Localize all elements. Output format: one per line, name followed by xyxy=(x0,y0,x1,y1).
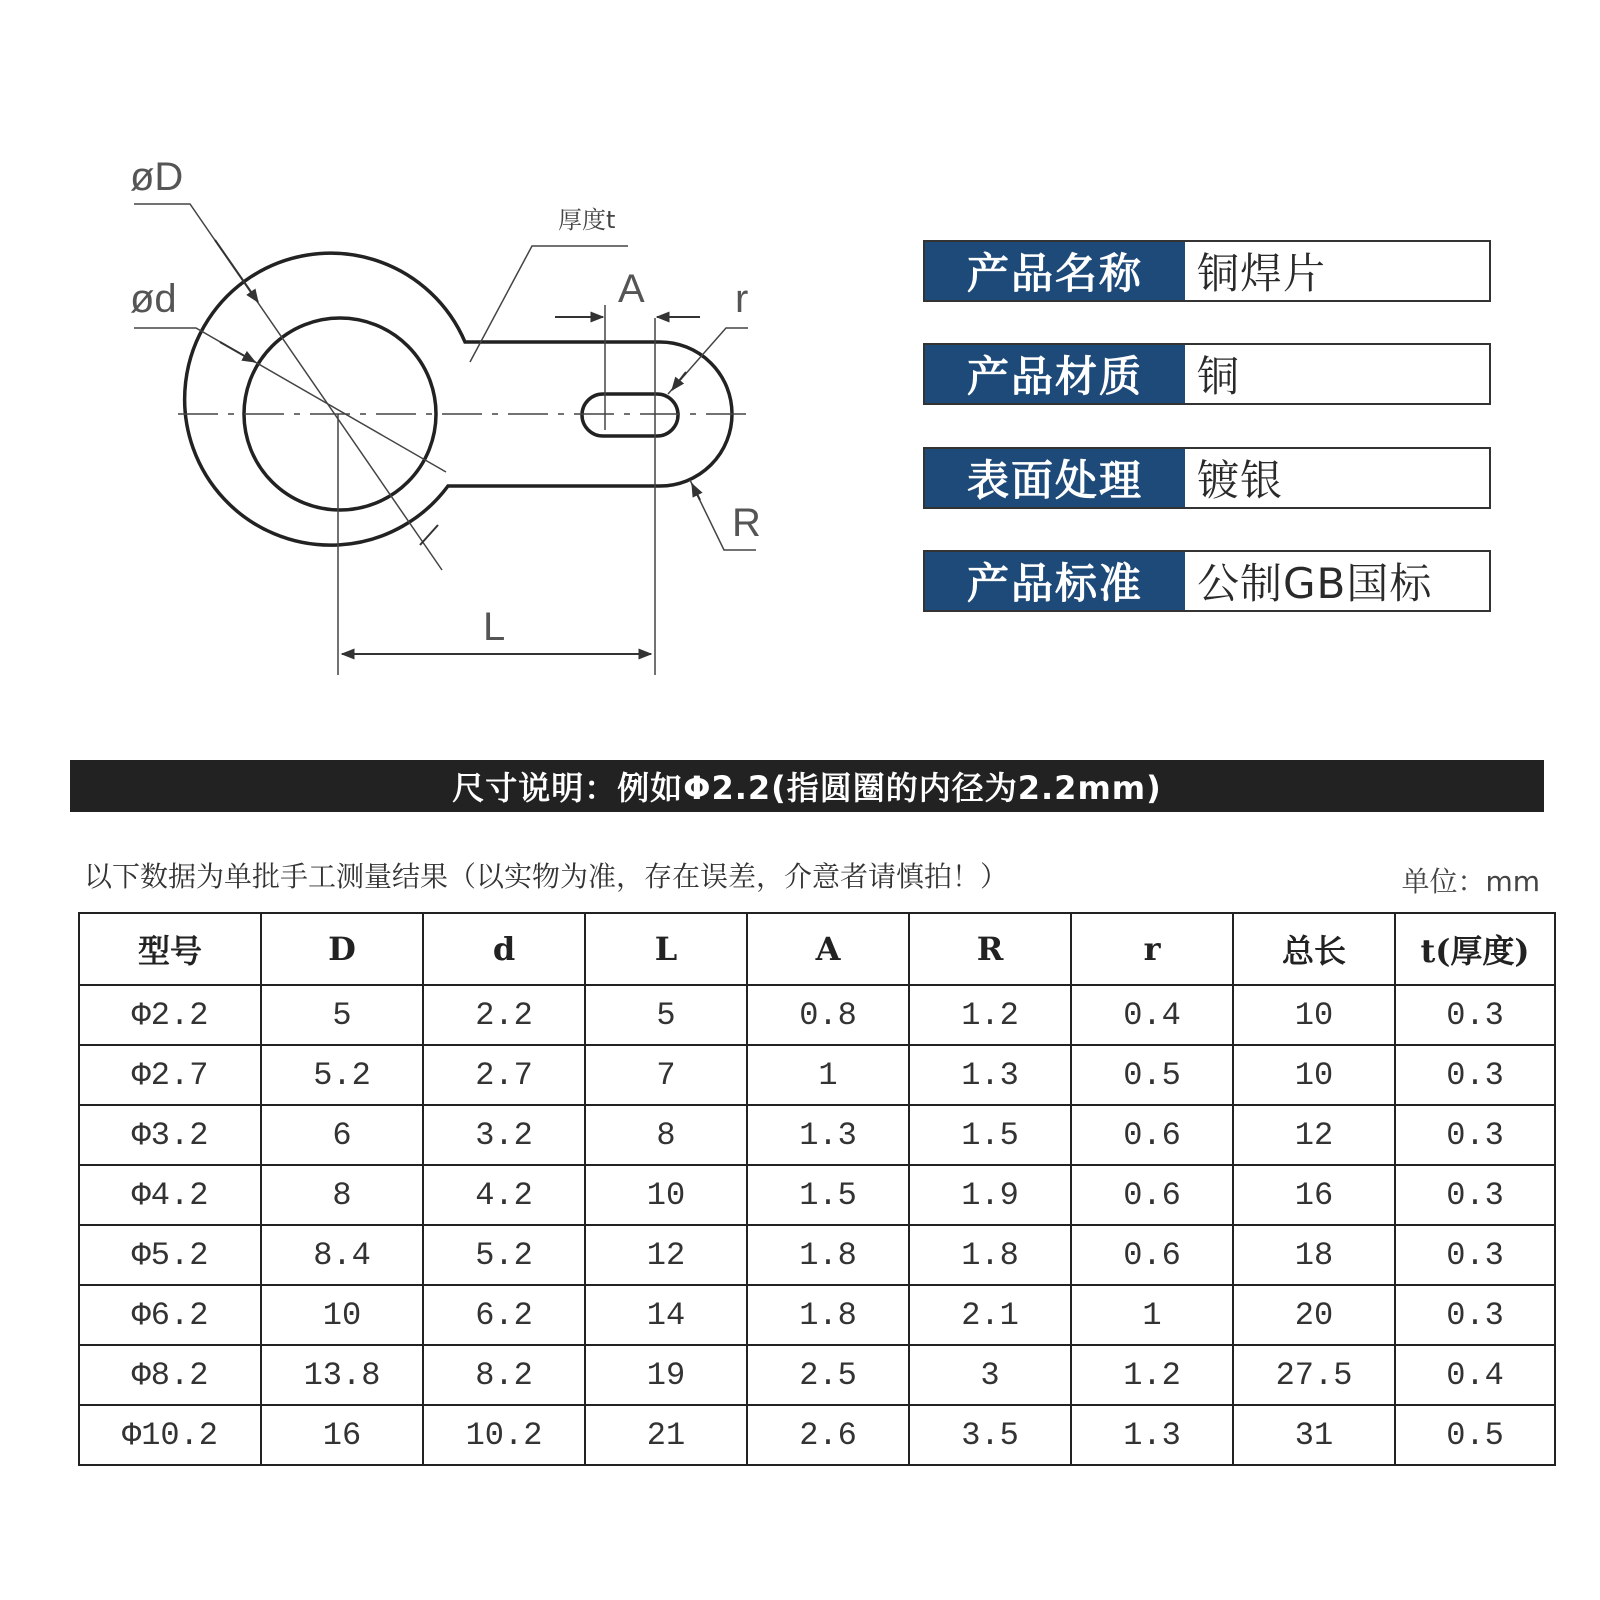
header-l: L xyxy=(585,913,747,985)
spec-label: 表面处理 xyxy=(925,449,1185,507)
cell: 2.5 xyxy=(747,1345,909,1405)
cell: 2.2 xyxy=(423,985,585,1045)
spec-surface xyxy=(923,447,1491,509)
table-row xyxy=(79,1165,1555,1225)
cell: 0.3 xyxy=(1395,1105,1555,1165)
cell: 5.2 xyxy=(261,1045,423,1105)
cell: 1.5 xyxy=(747,1165,909,1225)
cell: 0.4 xyxy=(1071,985,1233,1045)
cell: Φ4.2 xyxy=(79,1165,261,1225)
cell: 10 xyxy=(1233,985,1395,1045)
cell: 6.2 xyxy=(423,1285,585,1345)
cell: 0.3 xyxy=(1395,1285,1555,1345)
label-length: L xyxy=(483,605,506,649)
cell: Φ10.2 xyxy=(79,1405,261,1465)
cell: 1.3 xyxy=(1071,1405,1233,1465)
spec-value: 镀银 xyxy=(1197,456,1284,505)
spec-label: 产品材质 xyxy=(925,345,1185,403)
cell: 16 xyxy=(1233,1165,1395,1225)
cell: 0.6 xyxy=(1071,1225,1233,1285)
cell: 1.5 xyxy=(909,1105,1071,1165)
cell: 1.8 xyxy=(909,1225,1071,1285)
cell: 12 xyxy=(585,1225,747,1285)
cell: 8 xyxy=(585,1105,747,1165)
spec-material xyxy=(923,343,1491,405)
dimension-table xyxy=(78,912,1556,1466)
slot xyxy=(582,394,678,436)
label-inner-diameter: ød xyxy=(130,277,177,321)
table-header-row xyxy=(79,913,1555,985)
table-row xyxy=(79,1285,1555,1345)
cell: 0.4 xyxy=(1395,1345,1555,1405)
cell: 1.2 xyxy=(909,985,1071,1045)
cell: 5.2 xyxy=(423,1225,585,1285)
cell: 2.6 xyxy=(747,1405,909,1465)
cell: Φ6.2 xyxy=(79,1285,261,1345)
cell: 0.3 xyxy=(1395,1225,1555,1285)
header-thickness: t(厚度) xyxy=(1395,913,1555,985)
cell: 8.4 xyxy=(261,1225,423,1285)
cell: 13.8 xyxy=(261,1345,423,1405)
cell: Φ3.2 xyxy=(79,1105,261,1165)
cell: 1.9 xyxy=(909,1165,1071,1225)
header-r-big: R xyxy=(909,913,1071,985)
cell: 10.2 xyxy=(423,1405,585,1465)
cell: 16 xyxy=(261,1405,423,1465)
label-big-r: R xyxy=(732,501,761,545)
cell: 10 xyxy=(261,1285,423,1345)
header-d-inner: d xyxy=(423,913,585,985)
table-row xyxy=(79,985,1555,1045)
cell: 27.5 xyxy=(1233,1345,1395,1405)
cell: Φ2.2 xyxy=(79,985,261,1045)
cell: 1.8 xyxy=(747,1285,909,1345)
header-a: A xyxy=(747,913,909,985)
cell: 0.6 xyxy=(1071,1165,1233,1225)
cell: 10 xyxy=(1233,1045,1395,1105)
cell: 8.2 xyxy=(423,1345,585,1405)
cell: 5 xyxy=(261,985,423,1045)
table-row xyxy=(79,1405,1555,1465)
cell: 19 xyxy=(585,1345,747,1405)
cell: 10 xyxy=(585,1165,747,1225)
cell: 12 xyxy=(1233,1105,1395,1165)
cell: 21 xyxy=(585,1405,747,1465)
cell: 3.5 xyxy=(909,1405,1071,1465)
cell: 0.6 xyxy=(1071,1105,1233,1165)
cell: 4.2 xyxy=(423,1165,585,1225)
cell: 3.2 xyxy=(423,1105,585,1165)
spec-value: 铜焊片 xyxy=(1197,249,1327,298)
cell: 8 xyxy=(261,1165,423,1225)
cell: 2.7 xyxy=(423,1045,585,1105)
cell: 0.3 xyxy=(1395,1045,1555,1105)
cell: 2.1 xyxy=(909,1285,1071,1345)
cell: Φ2.7 xyxy=(79,1045,261,1105)
label-outer-diameter: øD xyxy=(130,155,184,199)
technical-drawing xyxy=(0,0,900,720)
cell: 0.3 xyxy=(1395,1165,1555,1225)
unit-label: 单位：mm xyxy=(1401,865,1540,898)
spec-label: 产品标准 xyxy=(925,552,1185,610)
cell: 1.3 xyxy=(909,1045,1071,1105)
label-thickness: 厚度t xyxy=(558,206,616,234)
table-row xyxy=(79,1045,1555,1105)
header-d-outer: D xyxy=(261,913,423,985)
lug-outline xyxy=(185,253,732,545)
cell: 0.5 xyxy=(1395,1405,1555,1465)
header-total-length: 总长 xyxy=(1233,913,1395,985)
cell: 0.3 xyxy=(1395,985,1555,1045)
spec-product-name xyxy=(923,240,1491,302)
size-description-banner: 尺寸说明：例如Φ2.2(指圆圈的内径为2.2mm) xyxy=(70,760,1544,812)
cell: 1 xyxy=(1071,1285,1233,1345)
header-model: 型号 xyxy=(79,913,261,985)
cell: 5 xyxy=(585,985,747,1045)
cell: 1.3 xyxy=(747,1105,909,1165)
cell: 0.5 xyxy=(1071,1045,1233,1105)
cell: 20 xyxy=(1233,1285,1395,1345)
spec-standard xyxy=(923,550,1491,612)
cell: 1.2 xyxy=(1071,1345,1233,1405)
cell: 6 xyxy=(261,1105,423,1165)
cell: Φ8.2 xyxy=(79,1345,261,1405)
cell: 0.8 xyxy=(747,985,909,1045)
cell: 7 xyxy=(585,1045,747,1105)
cell: 31 xyxy=(1233,1405,1395,1465)
table-row xyxy=(79,1225,1555,1285)
cell: Φ5.2 xyxy=(79,1225,261,1285)
cell: 3 xyxy=(909,1345,1071,1405)
spec-label: 产品名称 xyxy=(925,242,1185,300)
spec-value: 铜 xyxy=(1197,352,1241,401)
table-row xyxy=(79,1105,1555,1165)
cell: 14 xyxy=(585,1285,747,1345)
label-small-r: r xyxy=(735,277,749,321)
table-row xyxy=(79,1345,1555,1405)
spec-value: 公制GB国标 xyxy=(1197,559,1433,608)
cell: 1.8 xyxy=(747,1225,909,1285)
header-r-small: r xyxy=(1071,913,1233,985)
measurement-note: 以下数据为单批手工测量结果（以实物为准，存在误差，介意者请慎拍！） xyxy=(84,860,1009,893)
cell: 18 xyxy=(1233,1225,1395,1285)
cell: 1 xyxy=(747,1045,909,1105)
label-a: A xyxy=(618,267,645,311)
